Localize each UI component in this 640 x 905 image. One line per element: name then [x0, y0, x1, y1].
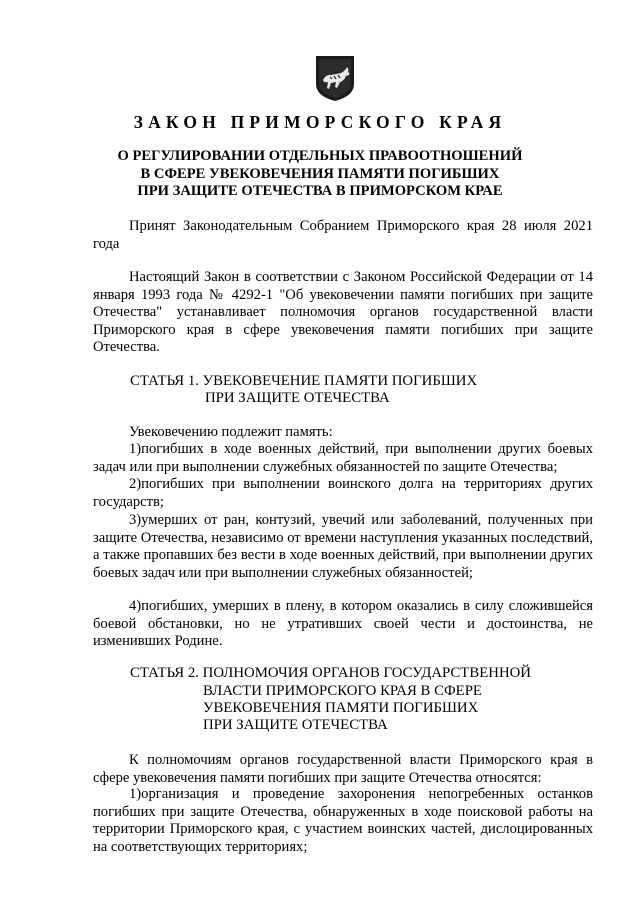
article-2-heading: ВЛАСТИ ПРИМОРСКОГО КРАЯ В СФЕРЕ: [203, 683, 482, 699]
coat-of-arms-icon: [314, 54, 356, 102]
article-1-item: 3)умерших от ран, контузий, увечий или заболеваний, полученных при защите Отечества, независимо от времени наступления указанных последствий, а также пропавших без вести в ходе военных действий, при выполнении других боевых задач или при выполнении служебных обязанностей;: [93, 512, 593, 581]
article-1-heading: ПРИ ЗАЩИТЕ ОТЕЧЕСТВА: [205, 390, 390, 406]
article-1-item: 1)погибших в ходе военных действий, при выполнении других боевых задач или при выполнении служебных обязанностей по защите Отечества;: [93, 441, 593, 475]
article-1-item: 4)погибших, умерших в плену, в котором оказались в силу сложившейся боевой обстановки, но не утративших своей чести и достоинства, не изменивших Родине.: [93, 598, 593, 650]
article-2-heading: ПРИ ЗАЩИТЕ ОТЕЧЕСТВА: [203, 717, 388, 733]
preamble-paragraph: Настоящий Закон в соответствии с Законом Российской Федерации от 14 января 1993 года № 4292-1 "Об увековечении памяти погибших при защите Отечества" устанавливает полномочия органов государственной власти Приморского края в сфере увековечения памяти погибших при защите Отечества.: [93, 269, 593, 356]
subject-line: О РЕГУЛИРОВАНИИ ОТДЕЛЬНЫХ ПРАВООТНОШЕНИЙ: [117, 148, 523, 164]
article-2-item: 1)организация и проведение захоронения непогребенных останков погибших при защите Отечества, обнаруженных в ходе поисковой работы на территории Приморского края, с участием воинских частей, дислоцированных на соответствующих территориях;: [93, 786, 593, 855]
law-subject: [100, 148, 540, 201]
law-title: ЗАКОН ПРИМОРСКОГО КРАЯ: [133, 112, 507, 132]
article-1-item: 2)погибших при выполнении воинского долга на территориях других государств;: [93, 476, 593, 510]
article-2-heading: УВЕКОВЕЧЕНИЯ ПАМЯТИ ПОГИБШИХ: [203, 700, 479, 716]
article-2-heading: СТАТЬЯ 2. ПОЛНОМОЧИЯ ОРГАНОВ ГОСУДАРСТВЕННОЙ: [130, 665, 531, 681]
article-1-intro: Увековечению подлежит память:: [129, 424, 333, 440]
article-1-heading: СТАТЬЯ 1. УВЕКОВЕЧЕНИЕ ПАМЯТИ ПОГИБШИХ: [130, 373, 478, 389]
article-2-intro: К полномочиям органов государственной власти Приморского края в сфере увековечения памяти погибших при защите Отечества относятся:: [93, 752, 593, 786]
subject-line: ПРИ ЗАЩИТЕ ОТЕЧЕСТВА В ПРИМОРСКОМ КРАЕ: [137, 183, 503, 200]
adoption-note: Принят Законодательным Собранием Приморского края 28 июля 2021 года: [93, 218, 593, 252]
subject-line: В СФЕРЕ УВЕКОВЕЧЕНИЯ ПАМЯТИ ПОГИБШИХ: [140, 165, 500, 182]
